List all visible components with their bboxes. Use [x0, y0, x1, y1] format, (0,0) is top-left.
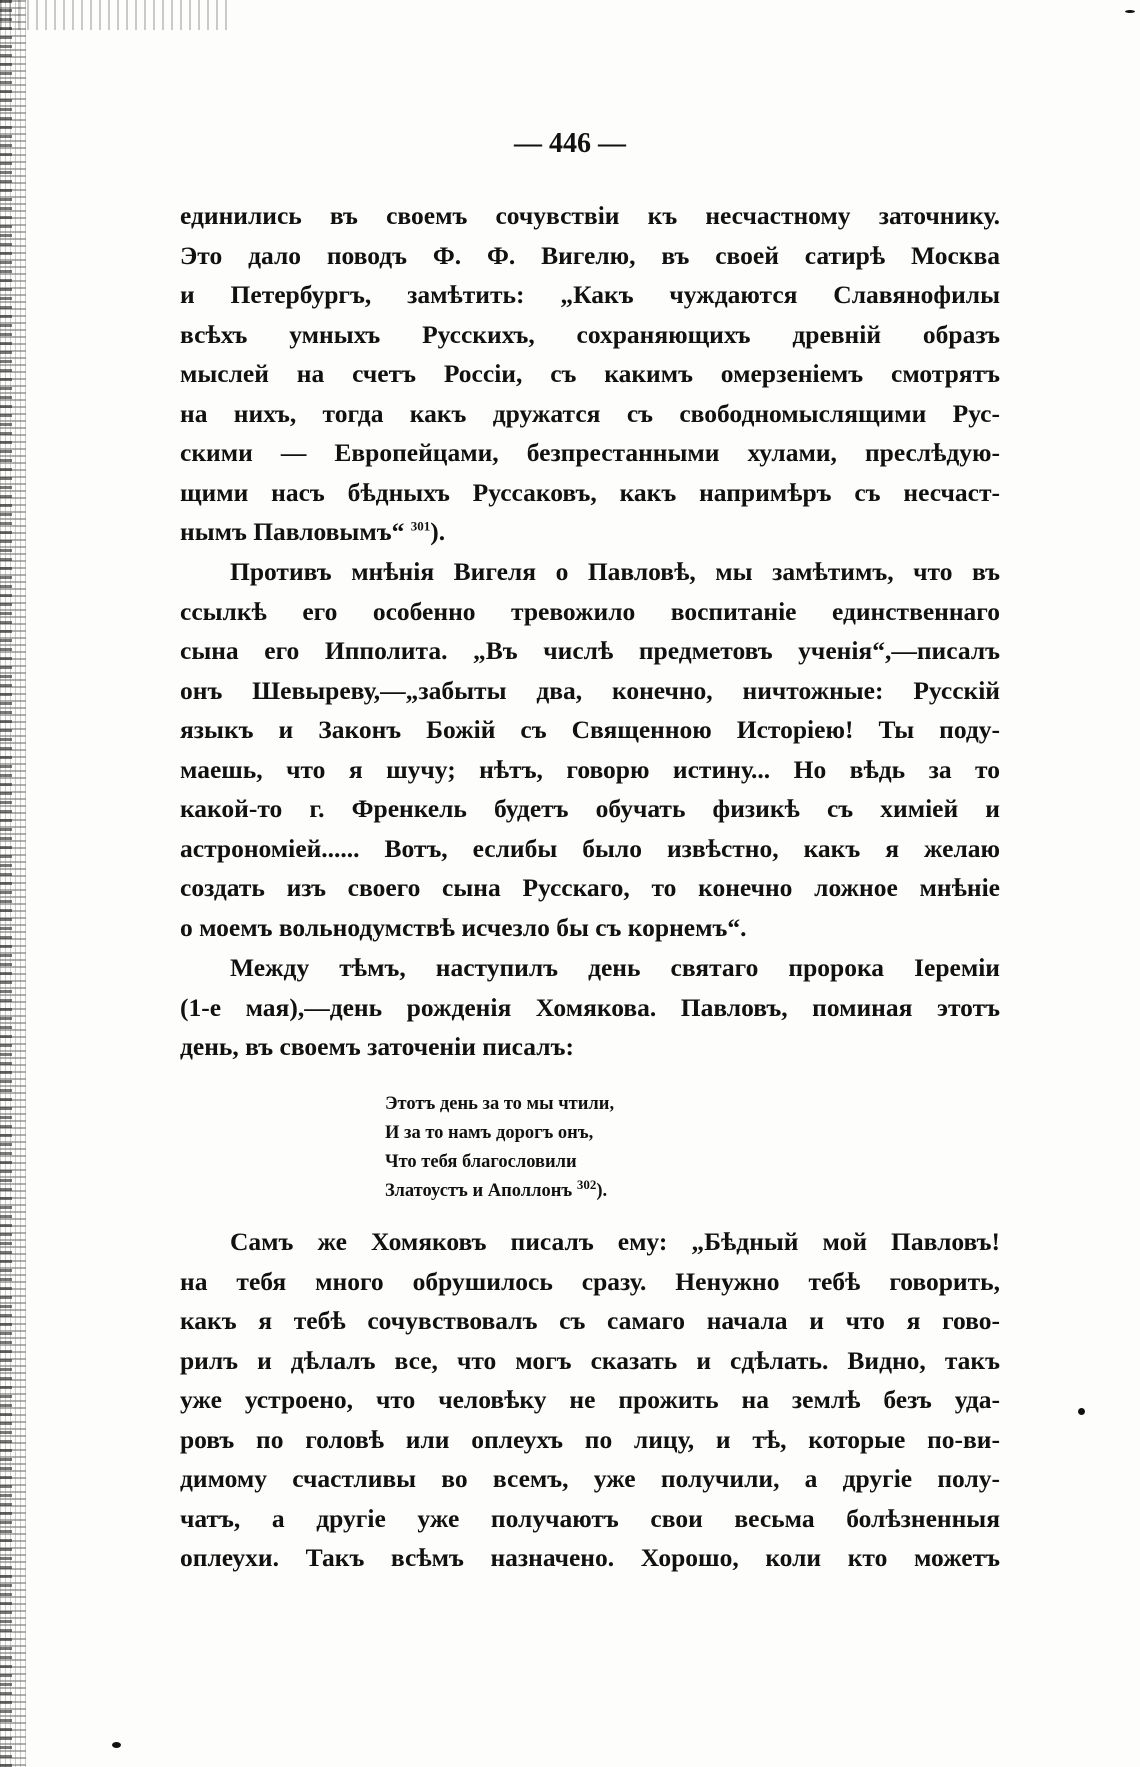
- text-line: день, въ своемъ заточеніи писалъ:: [180, 1032, 574, 1061]
- scan-edge-shadow: [0, 0, 12, 1767]
- footnote-ref-302: 302: [576, 1176, 597, 1192]
- text-line: маешь, что я шучу; нѣтъ, говорю истину... Но вѣдь за то: [180, 754, 1000, 784]
- text-line: и Петербургъ, замѣтить: „Какъ чуждаются Славянофилы: [180, 280, 1000, 309]
- text-line: единились въ своемъ сочувствіи къ несчастному заточнику.: [180, 201, 1000, 230]
- text-line: Самъ же Хомяковъ писалъ ему: „Бѣдный мой Павловъ!: [230, 1227, 1000, 1256]
- text-fragment: Златоустъ и Аполлонъ: [385, 1181, 573, 1201]
- text-fragment: нымъ Павловымъ“: [180, 517, 405, 546]
- text-line: ссылкѣ его особенно тревожило воспитаніе единственнаго: [180, 596, 1000, 626]
- scan-speck: [112, 1742, 121, 1748]
- text-line: рилъ и дѣлалъ все, что могъ сказать и сдѣлать. Видно, такъ: [180, 1345, 1000, 1375]
- text-line: уже устроено, что человѣку не прожить на землѣ безъ уда-: [180, 1385, 1000, 1414]
- text-line: астрономіей...... Вотъ, еслибы было извѣстно, какъ я желаю: [180, 833, 1000, 863]
- text-line: щими насъ бѣдныхъ Руссаковъ, какъ напримѣръ съ несчаст-: [180, 477, 1000, 507]
- text-line: о моемъ вольнодумствѣ исчезло бы съ корнемъ“.: [180, 912, 747, 942]
- text-line: какой-то г. Френкель будетъ обучать физикѣ съ химіей и: [180, 794, 1000, 823]
- scan-speck: [1125, 10, 1135, 13]
- verse-line: Этотъ день за то мы чтили,: [385, 1094, 615, 1114]
- paragraph-1: [180, 196, 1000, 552]
- paragraph-3: [180, 948, 1000, 1067]
- text-line: (1-е мая),—день рожденія Хомякова. Павловъ, поминая этотъ: [180, 992, 1000, 1022]
- verse-line: Что тебя благословили: [385, 1152, 577, 1172]
- paragraph-4: [180, 1222, 1000, 1578]
- text-line: на тебя много обрушилось сразу. Ненужно тебѣ говорить,: [180, 1266, 1000, 1296]
- paragraph-2: [180, 552, 1000, 947]
- text-line: ровъ по головѣ или оплеухъ по лицу, и тѣ, которые по-ви-: [180, 1424, 1000, 1454]
- text-line: на нихъ, тогда какъ дружатся съ свободномыслящими Рус-: [180, 398, 1000, 428]
- verse-line: И за то намъ дорогъ онъ,: [385, 1123, 594, 1143]
- page-number: — 446 —: [514, 128, 626, 159]
- text-line: Между тѣмъ, наступилъ день святаго пророка Іереміи: [230, 953, 1000, 982]
- scan-speck: [1078, 1408, 1085, 1415]
- text-line: Это дало поводъ Ф. Ф. Вигелю, въ своей сатирѣ Москва: [180, 240, 1000, 270]
- text-line: чатъ, а другіе уже получаютъ свои весьма болѣзненныя: [180, 1503, 1000, 1533]
- text-line: [180, 512, 1000, 552]
- text-line: мыслей на счетъ Россіи, съ какимъ омерзеніемъ смотрятъ: [180, 359, 1000, 388]
- text-line: оплеухи. Такъ всѣмъ назначено. Хорошо, коли кто можетъ: [180, 1543, 1000, 1572]
- text-line: сына его Ипполита. „Въ числѣ предметовъ ученія“,—писалъ: [180, 636, 1000, 665]
- text-fragment: ).: [596, 1181, 608, 1201]
- text-line: создать изъ своего сына Русскаго, то конечно ложное мнѣніе: [180, 873, 1000, 902]
- text-line: онъ Шевыреву,—„забыты два, конечно, ничтожные: Русскій: [180, 675, 1000, 705]
- text-line: всѣхъ умныхъ Русскихъ, сохраняющихъ древній образъ: [180, 319, 1000, 349]
- text-line: скими — Европейцами, безпрестанными хулами, преслѣдую-: [180, 438, 1000, 467]
- verse-line: [385, 1177, 705, 1206]
- text-line: языкъ и Законъ Божій съ Священною Исторіею! Ты поду-: [180, 715, 1000, 744]
- text-line: Противъ мнѣнія Вигеля о Павловѣ, мы замѣтимъ, что въ: [230, 557, 1000, 586]
- verse-block: [385, 1090, 705, 1206]
- scan-corner-noise: [0, 0, 230, 30]
- text-fragment: ).: [430, 517, 446, 546]
- footnote-ref-301: 301: [410, 518, 431, 534]
- text-line: димому счастливы во всемъ, уже получили, а другіе полу-: [180, 1464, 1000, 1493]
- text-line: какъ я тебѣ сочувствовалъ съ самаго начала и что я гово-: [180, 1306, 1000, 1335]
